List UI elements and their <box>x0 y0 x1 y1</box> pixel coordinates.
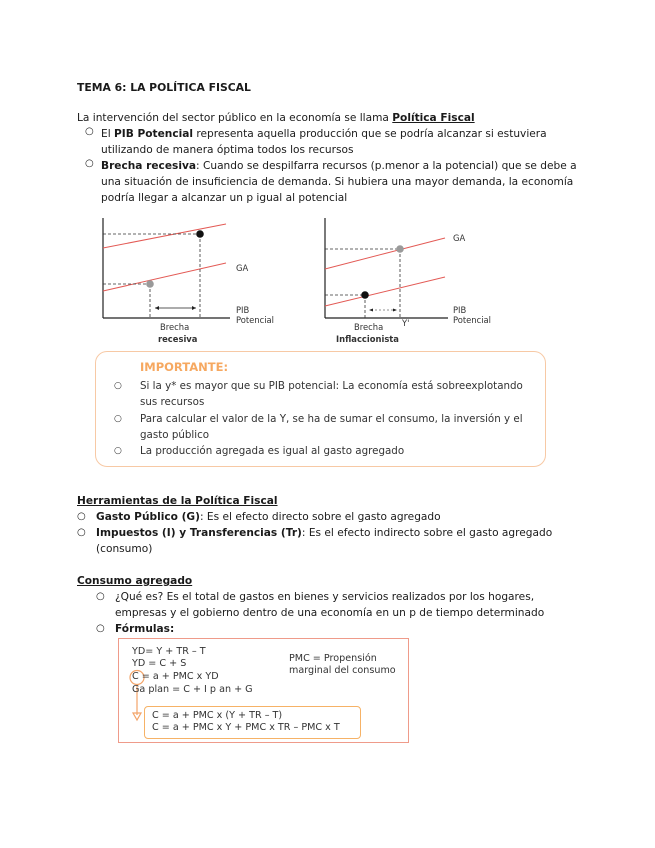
pmc-note: marginal del consumo <box>289 665 396 676</box>
ga-line <box>103 263 226 291</box>
upper-line <box>103 224 226 248</box>
formula-c: C <box>132 671 139 682</box>
important-item: La producción agregada es igual al gasto agregado <box>140 445 405 457</box>
bullet-circle: ○ <box>85 126 94 137</box>
bullet-line: podría llegar a alcanzar un p igual al potencial <box>101 192 348 204</box>
tool-term: Impuestos (I) y Transferencias (Tr) <box>96 527 302 539</box>
bullet-text: : Cuando se despilfarra recursos (p.menor a la potencial) que se debe a <box>196 160 577 172</box>
arrow-head <box>155 306 159 310</box>
graph-caption: Brecha <box>354 322 384 332</box>
ga-label: GA <box>453 233 466 243</box>
ga-label: GA <box>236 263 249 273</box>
pib-label: PIB <box>453 305 467 315</box>
ga-line <box>325 238 445 269</box>
bullet-text: representa aquella producción que se podría alcanzar si estuviera <box>193 128 547 140</box>
tool-item <box>96 509 441 525</box>
arrow-head <box>393 309 397 312</box>
intro-term: Política Fiscal <box>392 112 475 124</box>
tool-text: : Es el efecto directo sobre el gasto agregado <box>199 511 441 523</box>
tool-text: : Es el efecto indirecto sobre el gasto agregado <box>301 527 553 539</box>
arrow-head <box>369 309 373 312</box>
important-title: IMPORTANTE: <box>140 360 229 374</box>
equilibrium-point <box>361 291 369 299</box>
page-title: TEMA 6: LA POLÍTICA FISCAL <box>77 81 251 94</box>
equilibrium-point <box>196 230 204 238</box>
formula: YD= Y + TR – T <box>132 646 206 657</box>
pib-label: Potencial <box>453 315 492 325</box>
consumo-definition-line: empresas y el gobierno dentro de una economía en un p de tiempo determinado <box>115 607 545 619</box>
tool-term: Gasto Público (G) <box>96 511 200 523</box>
derived-formula: C = a + PMC x (Y + TR – T) <box>152 710 283 721</box>
bullet-prefix: El <box>101 128 115 140</box>
bullet-line: utilizando de manera óptima todos los recursos <box>101 144 354 156</box>
derived-formula: C = a + PMC x Y + PMC x TR – PMC x T <box>152 722 340 733</box>
bullet-circle: ○ <box>77 511 86 522</box>
bullet-term: Brecha recesiva <box>101 160 197 172</box>
lower-line <box>325 277 445 306</box>
y-label: Y' <box>402 318 410 328</box>
bullet-circle: ○ <box>77 527 86 538</box>
bullet-circle: ○ <box>114 414 122 424</box>
arrow-head <box>192 306 196 310</box>
tool-item-line: (consumo) <box>96 543 153 555</box>
bullet-circle: ○ <box>114 381 122 391</box>
important-item: sus recursos <box>140 396 205 408</box>
pmc-note: PMC = Propensión <box>289 653 377 664</box>
section-heading: Herramientas de la Política Fiscal <box>77 495 278 507</box>
formula: YD = C + S <box>132 658 187 669</box>
formula <box>132 671 219 683</box>
formula: Ga plan = C + I p an + G <box>132 684 253 695</box>
important-item: gasto público <box>140 429 210 441</box>
bullet-circle: ○ <box>114 446 122 456</box>
bullet-circle: ○ <box>96 623 105 634</box>
formulas-label: Fórmulas: <box>115 623 175 635</box>
actual-point <box>146 280 154 288</box>
bullet-circle: ○ <box>85 158 94 169</box>
graph-caption: Brecha <box>160 322 190 332</box>
important-item: Para calcular el valor de la Y, se ha de sumar el consumo, la inversión y el <box>140 413 523 425</box>
formula-rest: = a + PMC x YD <box>138 671 219 682</box>
graph-caption-bold: Inflaccionista <box>336 334 399 344</box>
important-item: Si la y* es mayor que su PIB potencial: La economía está sobreexplotando <box>140 380 523 392</box>
bullet-circle: ○ <box>96 591 105 602</box>
pib-label: PIB <box>236 305 250 315</box>
consumo-definition: ¿Qué es? Es el total de gastos en bienes y servicios realizados por los hogares, <box>115 591 535 603</box>
graph-caption-bold: recesiva <box>158 334 198 344</box>
bullet-line: una situación de insuficiencia de demanda. Si hubiera una mayor demanda, la economía <box>101 176 574 188</box>
pib-label: Potencial <box>236 315 275 325</box>
bullet-term: PIB Potencial <box>114 128 194 140</box>
intro-text: La intervención del sector público en la economía se llama <box>77 112 393 124</box>
section-heading: Consumo agregado <box>77 575 193 587</box>
potential-point <box>396 245 404 253</box>
tool-item <box>96 525 577 541</box>
